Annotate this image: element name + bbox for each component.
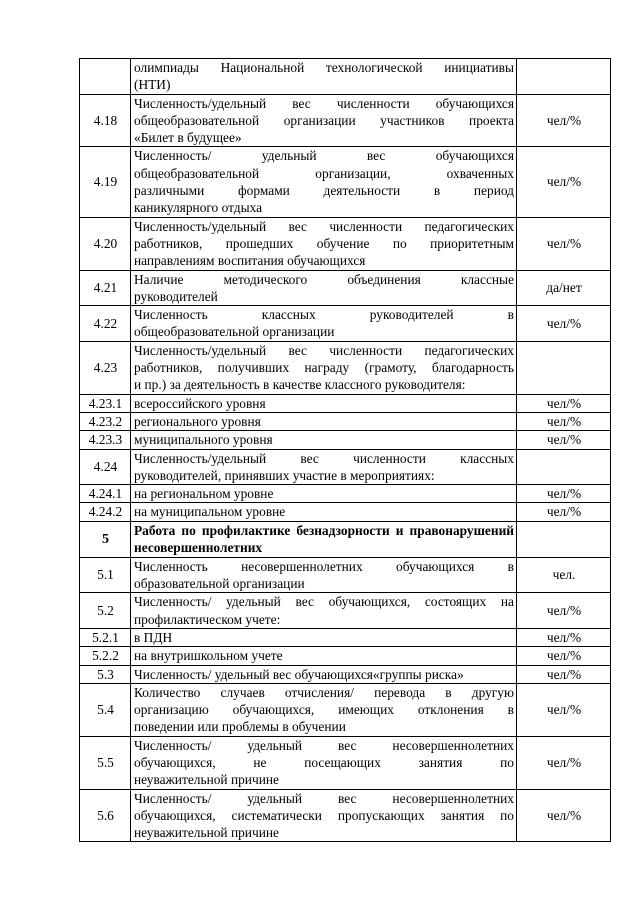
description-line: муниципального уровня xyxy=(134,432,273,448)
description-line: работников, прошедших обучение по приоритетным xyxy=(134,235,514,251)
table-row xyxy=(80,647,611,665)
row-description xyxy=(131,412,517,430)
row-description xyxy=(131,306,517,342)
description-line: олимпиады Национальной технологической инициативы xyxy=(134,60,514,75)
description-line: «Билет в будущее» xyxy=(134,130,242,146)
row-unit: чел/% xyxy=(517,147,611,217)
row-unit: да/нет xyxy=(517,270,611,306)
row-unit: чел/% xyxy=(517,394,611,412)
row-description xyxy=(131,147,517,217)
table-row xyxy=(80,449,611,485)
description-line: каникулярного отдыха xyxy=(134,200,263,216)
row-unit: чел/% xyxy=(517,485,611,503)
description-line: неуважительной причине xyxy=(134,825,279,841)
row-description xyxy=(131,485,517,503)
row-number: 4.23.1 xyxy=(80,394,131,412)
description-line: общеобразовательной организации xyxy=(134,324,335,340)
description-line: образовательной организации xyxy=(134,576,305,592)
row-description xyxy=(131,94,517,147)
table-row xyxy=(80,394,611,412)
row-unit xyxy=(517,59,611,95)
section-row xyxy=(80,521,611,557)
description-line: обучающихся, не посещающих занятия по xyxy=(134,754,514,770)
description-line: работников, получивших награду (грамоту, благодарность xyxy=(134,360,514,376)
description-line: Численность/ удельный вес несовершеннолетних xyxy=(134,790,514,806)
row-number: 4.23 xyxy=(80,341,131,394)
description-line: обучающихся, систематически пропускающих занятия по xyxy=(134,807,514,823)
row-unit xyxy=(517,449,611,485)
table-row xyxy=(80,341,611,394)
row-description xyxy=(131,341,517,394)
row-description xyxy=(131,665,517,683)
description-line: несовершеннолетних xyxy=(134,540,263,556)
description-line: руководителей xyxy=(134,288,218,304)
row-number xyxy=(80,59,131,95)
row-number: 4.23.3 xyxy=(80,431,131,449)
table-row xyxy=(80,217,611,270)
row-number: 4.23.2 xyxy=(80,412,131,430)
table-row xyxy=(80,306,611,342)
row-description xyxy=(131,628,517,646)
table-row xyxy=(80,270,611,306)
table-row xyxy=(80,431,611,449)
row-number: 5.4 xyxy=(80,683,131,736)
row-description xyxy=(131,683,517,736)
description-line: на региональном уровне xyxy=(134,486,274,502)
description-line: Численность/ удельный вес обучающихся xyxy=(134,148,514,164)
description-line: руководителей, принявших участие в мероприятиях: xyxy=(134,467,435,483)
row-unit: чел/% xyxy=(517,736,611,789)
description-line: Численность/удельный вес численности педагогических xyxy=(134,342,514,358)
row-number: 5.2.1 xyxy=(80,628,131,646)
table-row xyxy=(80,665,611,683)
row-number: 4.18 xyxy=(80,94,131,147)
row-unit: чел/% xyxy=(517,431,611,449)
row-description xyxy=(131,521,517,557)
row-unit: чел/% xyxy=(517,94,611,147)
row-unit: чел. xyxy=(517,557,611,593)
description-line: Количество случаев отчисления/ перевода в другую xyxy=(134,684,514,700)
description-line: различными формами деятельности в период xyxy=(134,183,514,199)
indicators-table-body xyxy=(80,59,611,842)
row-number: 4.20 xyxy=(80,217,131,270)
row-description xyxy=(131,59,517,95)
row-unit: чел/% xyxy=(517,503,611,521)
row-unit: чел/% xyxy=(517,683,611,736)
row-number: 5.2 xyxy=(80,593,131,629)
row-description xyxy=(131,557,517,593)
row-number: 4.24.1 xyxy=(80,485,131,503)
row-description xyxy=(131,736,517,789)
table-row xyxy=(80,503,611,521)
description-line: Численность/ удельный вес обучающихся, состоящих на xyxy=(134,594,514,610)
description-line: всероссийского уровня xyxy=(134,395,266,411)
description-line: поведении или проблемы в обучении xyxy=(134,719,346,735)
table-row xyxy=(80,59,611,95)
description-line: регионального уровня xyxy=(134,413,261,429)
row-unit: чел/% xyxy=(517,217,611,270)
row-number: 5.1 xyxy=(80,557,131,593)
row-number: 4.24 xyxy=(80,449,131,485)
table-row xyxy=(80,485,611,503)
row-number: 4.19 xyxy=(80,147,131,217)
description-line: Наличие методического объединения классные xyxy=(134,271,514,287)
row-unit: чел/% xyxy=(517,412,611,430)
row-unit xyxy=(517,341,611,394)
row-number: 5.6 xyxy=(80,789,131,842)
description-line: Работа по профилактике безнадзорности и правонарушений xyxy=(134,522,514,538)
row-number: 5.2.2 xyxy=(80,647,131,665)
table-row xyxy=(80,593,611,629)
row-description xyxy=(131,270,517,306)
row-description xyxy=(131,789,517,842)
description-line: и пр.) за деятельность в качестве классного руководителя: xyxy=(134,377,466,393)
row-unit: чел/% xyxy=(517,665,611,683)
row-unit: чел/% xyxy=(517,647,611,665)
description-line: Численность несовершеннолетних обучающихся в xyxy=(134,558,514,574)
row-description xyxy=(131,217,517,270)
table-row xyxy=(80,683,611,736)
table-row xyxy=(80,628,611,646)
row-unit: чел/% xyxy=(517,306,611,342)
description-line: Численность/удельный вес численности обучающихся xyxy=(134,95,514,111)
table-row xyxy=(80,147,611,217)
row-description xyxy=(131,431,517,449)
row-unit: чел/% xyxy=(517,593,611,629)
table-row xyxy=(80,412,611,430)
description-line: Численность/ удельный вес обучающихся«группы риска» xyxy=(134,666,464,682)
description-line: направлениям воспитания обучающихся xyxy=(134,253,366,269)
description-line: профилактическом учете: xyxy=(134,611,281,627)
description-line: в ПДН xyxy=(134,629,173,645)
row-description xyxy=(131,503,517,521)
table-row xyxy=(80,94,611,147)
row-number: 4.24.2 xyxy=(80,503,131,521)
description-line: общеобразовательной организации участников проекта xyxy=(134,112,514,128)
description-line: организацию обучающихся, имеющих отклонения в xyxy=(134,702,514,718)
description-line: общеобразовательной организации, охваченных xyxy=(134,165,514,181)
description-line: (НТИ) xyxy=(134,77,171,93)
table-row xyxy=(80,557,611,593)
row-number: 5.3 xyxy=(80,665,131,683)
row-description xyxy=(131,593,517,629)
row-description xyxy=(131,647,517,665)
description-line: на муниципальном уровне xyxy=(134,504,286,520)
table-row xyxy=(80,736,611,789)
description-line: Численность классных руководителей в xyxy=(134,307,514,323)
row-number: 4.21 xyxy=(80,270,131,306)
row-number: 4.22 xyxy=(80,306,131,342)
table-row xyxy=(80,789,611,842)
row-description xyxy=(131,449,517,485)
description-line: Численность/удельный вес численности классных xyxy=(134,450,514,466)
row-unit xyxy=(517,521,611,557)
indicators-table xyxy=(79,58,611,842)
row-unit: чел/% xyxy=(517,628,611,646)
description-line: неуважительной причине xyxy=(134,772,279,788)
description-line: на внутришкольном учете xyxy=(134,648,283,664)
description-line: Численность/удельный вес численности педагогических xyxy=(134,218,514,234)
row-number: 5 xyxy=(80,521,131,557)
row-unit: чел/% xyxy=(517,789,611,842)
description-line: Численность/ удельный вес несовершеннолетних xyxy=(134,737,514,753)
row-number: 5.5 xyxy=(80,736,131,789)
row-description xyxy=(131,394,517,412)
